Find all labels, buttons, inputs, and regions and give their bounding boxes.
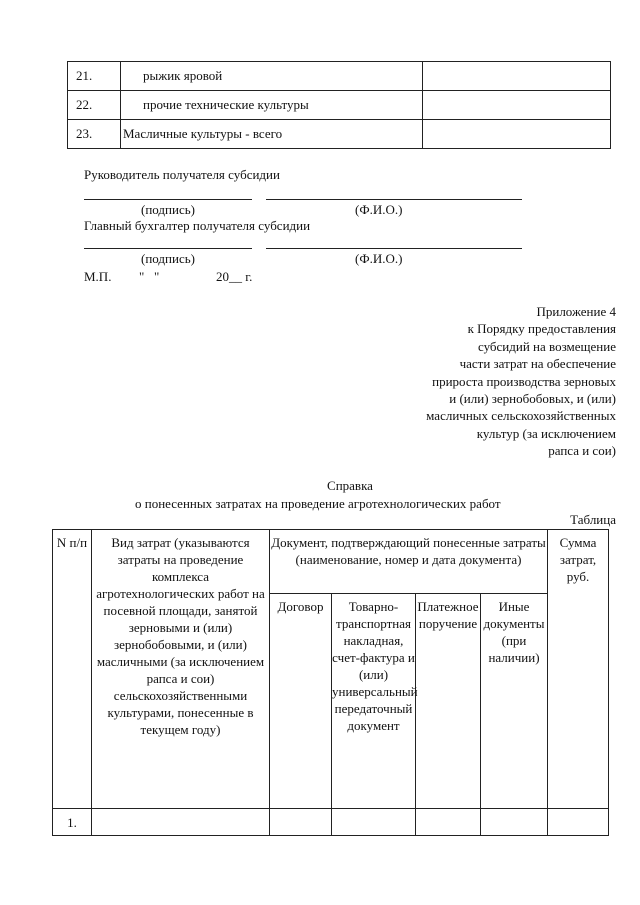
table-cell [332, 809, 416, 836]
sub-payment-header: Платежное поручение [416, 594, 481, 809]
appendix-line: части затрат на обеспечение [459, 356, 616, 372]
crop-value [423, 91, 611, 120]
accountant-label: Главный бухгалтер получателя субсидии [84, 218, 311, 233]
stamp-label: М.П. [84, 269, 112, 284]
table-row [68, 91, 611, 120]
crop-name: прочие технические культуры [121, 91, 423, 120]
crop-value [423, 62, 611, 91]
signature-caption: (подпись) [141, 202, 195, 217]
date-quotes: " " [139, 269, 160, 284]
fio-line [266, 199, 522, 200]
appendix-line: масличных сельскохозяйственных [426, 408, 616, 424]
appendix-line: субсидий на возмещение [478, 338, 616, 354]
sub-other-header: Иные документы (при наличии) [481, 594, 548, 809]
row-number: 1. [53, 809, 92, 836]
col-expense-header: Вид затрат (указываются затраты на проведение комплекса агротехнологических работ на посевной площади, занятой зерновыми и (или) зернобобовыми, и (или) масличными (за исключением рапса и сои) сельскохозяйственными культурами, понесенные в текущем году) [92, 530, 270, 809]
head-label: Руководитель получателя субсидии [84, 167, 280, 182]
appendix-line: культур (за исключением [476, 425, 616, 441]
table-label: Таблица [570, 512, 616, 527]
fio-caption: (Ф.И.О.) [355, 202, 403, 217]
appendix-line: прироста производства зерновых [432, 373, 616, 389]
col-document-header: Документ, подтверждающий понесенные затраты (наименование, номер и дата документа) [270, 530, 548, 594]
appendix-note [426, 303, 616, 460]
expenses-table [52, 529, 609, 836]
crop-name: рыжик яровой [121, 62, 423, 91]
row-number: 21. [68, 62, 121, 91]
col-sum-header: Сумма затрат, руб. [548, 530, 609, 809]
appendix-line: рапса и сои) [548, 443, 616, 459]
table-cell [548, 809, 609, 836]
signature-line [84, 199, 252, 200]
signature-caption: (подпись) [141, 251, 195, 266]
crop-name: Масличные культуры - всего [121, 120, 423, 149]
table-row [53, 809, 609, 836]
table-row [68, 62, 611, 91]
table-cell [416, 809, 481, 836]
table-cell [481, 809, 548, 836]
sub-waybill-header: Товарно-транспортная накладная, счет-фактура и (или) универсальный передаточный документ [332, 594, 416, 809]
fio-caption: (Ф.И.О.) [355, 251, 403, 266]
col-number-header: N п/п [53, 530, 92, 809]
signature-line [84, 248, 252, 249]
crops-table [67, 61, 611, 149]
table-cell [270, 809, 332, 836]
appendix-line: Приложение 4 [536, 304, 616, 319]
fio-line [266, 248, 522, 249]
appendix-line: и (или) зернобобовых, и (или) [449, 391, 616, 407]
table-cell [92, 809, 270, 836]
table-row [68, 120, 611, 149]
sub-contract-header: Договор [270, 594, 332, 809]
row-number: 23. [68, 120, 121, 149]
document-subtitle: о понесенных затратах на проведение агротехнологических работ [135, 496, 501, 511]
crop-value [423, 120, 611, 149]
row-number: 22. [68, 91, 121, 120]
document-title: Справка [327, 478, 373, 493]
date-year: 20__ г. [216, 269, 253, 284]
appendix-line: к Порядку предоставления [467, 321, 616, 337]
